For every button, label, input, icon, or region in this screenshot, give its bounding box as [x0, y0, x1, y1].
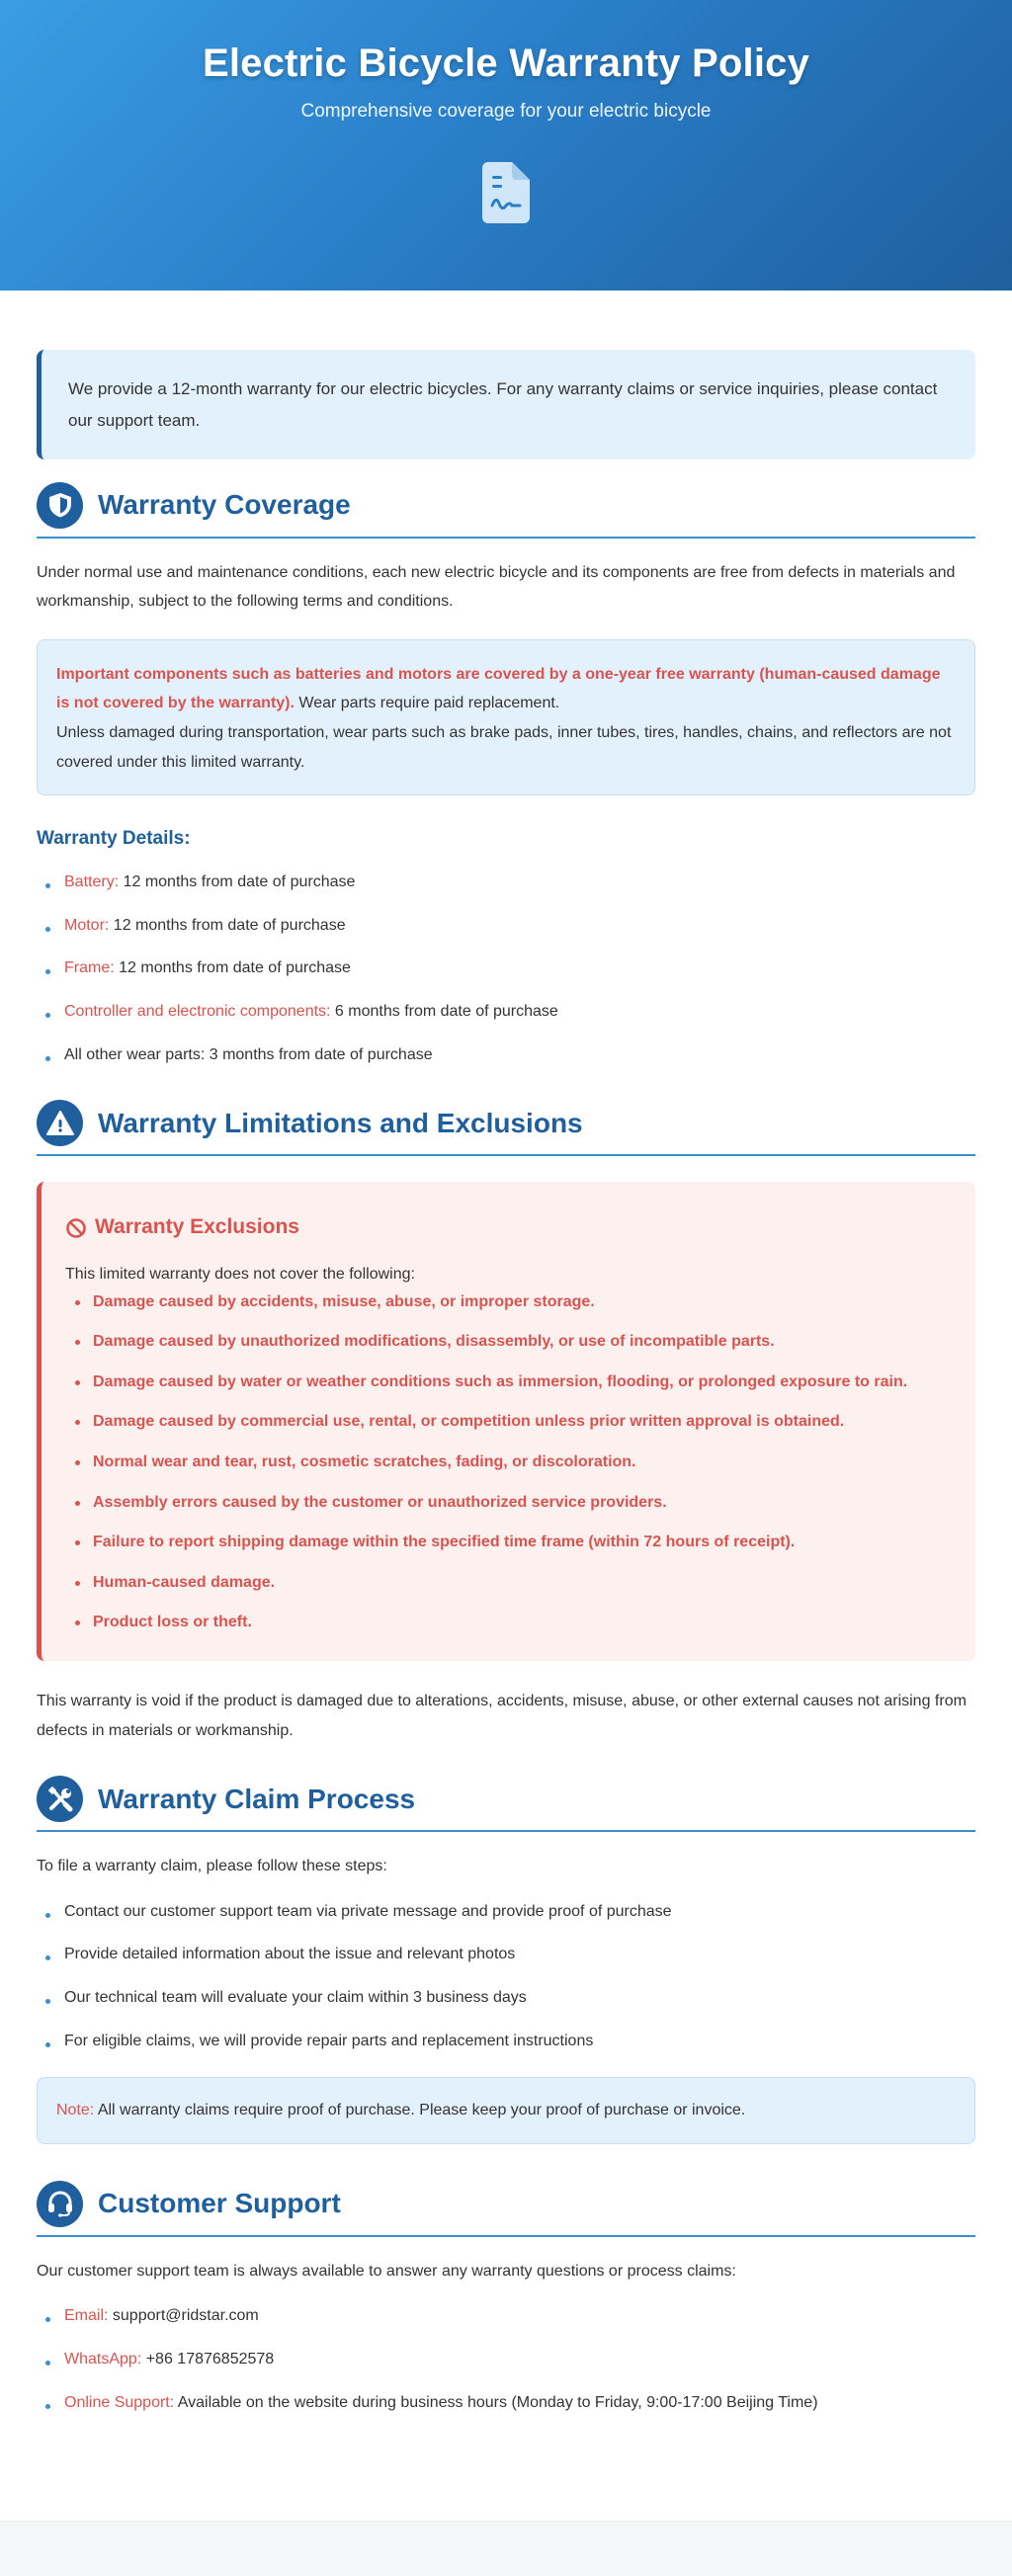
detail-text: 6 months from date of purchase — [330, 1003, 558, 1021]
detail-label: Battery: — [64, 873, 120, 891]
list-item: Damage caused by accidents, misuse, abuse, or improper storage. — [65, 1289, 948, 1315]
detail-label: Controller and electronic components: — [64, 1003, 331, 1021]
coverage-highlight — [37, 639, 975, 795]
support-contacts-list — [37, 2303, 975, 2415]
page-footer — [0, 2521, 1012, 2576]
detail-text: 12 months from date of purchase — [114, 959, 351, 977]
limitations-title: Warranty Limitations and Exclusions — [98, 1107, 583, 1138]
main-content — [0, 291, 1012, 2415]
list-item: Damage caused by water or weather conditions such as immersion, flooding, or prolonged exposure to rain. — [65, 1370, 948, 1395]
list-item: Normal wear and tear, rust, cosmetic scratches, fading, or discoloration. — [65, 1450, 948, 1475]
warning-icon — [37, 1100, 83, 1146]
exclusions-header — [65, 1208, 948, 1247]
detail-text: All other wear parts: 3 months from date of purchase — [64, 1045, 433, 1063]
support-title: Customer Support — [98, 2188, 341, 2219]
support-intro: Our customer support team is always available to answer any warranty questions or process claims: — [37, 2262, 736, 2280]
tools-icon — [37, 1776, 83, 1822]
list-item: Damage caused by commercial use, rental, or competition unless prior written approval is obtained. — [65, 1409, 948, 1435]
list-item — [37, 956, 975, 981]
list-item — [37, 870, 975, 895]
exclusions-box — [37, 1182, 975, 1661]
contact-label: Online Support: — [64, 2393, 175, 2411]
page-title: Electric Bicycle Warranty Policy — [202, 42, 810, 85]
detail-text: 12 months from date of purchase — [119, 873, 356, 891]
contact-label: Email: — [64, 2307, 109, 2325]
coverage-highlight-line2: Unless damaged during transportation, wear parts such as brake pads, inner tubes, tires, handles, chains, and reflectors are not covered under this limited warranty. — [56, 723, 952, 771]
warranty-details-title: Warranty Details: — [37, 828, 191, 850]
coverage-highlight-rest: Wear parts require paid replacement. — [294, 695, 560, 712]
detail-label: Motor: — [64, 916, 110, 934]
claim-note — [37, 2077, 975, 2144]
coverage-header — [37, 482, 975, 539]
claim-header — [37, 1776, 975, 1832]
page-subtitle: Comprehensive coverage for your electric bicycle — [300, 101, 712, 122]
list-item — [37, 913, 975, 939]
list-item — [37, 1042, 975, 1068]
note-text: All warranty claims require proof of purchase. Please keep your proof of purchase or invoice. — [94, 2102, 746, 2119]
list-item: Our technical team will evaluate your claim within 3 business days — [37, 1985, 975, 2011]
whatsapp-number: +86 17876852578 — [141, 2350, 275, 2368]
list-item: Product loss or theft. — [65, 1610, 948, 1635]
page-header — [0, 0, 1012, 291]
claim-section — [37, 1776, 975, 2144]
document-icon — [482, 162, 530, 223]
list-item — [37, 999, 975, 1025]
prohibited-icon — [65, 1217, 87, 1239]
coverage-title: Warranty Coverage — [98, 488, 351, 520]
support-header — [37, 2181, 975, 2237]
list-item: Damage caused by unauthorized modifications, disassembly, or use of incompatible parts. — [65, 1329, 948, 1355]
exclusions-intro: This limited warranty does not cover the following: — [65, 1266, 415, 1284]
void-paragraph: This warranty is void if the product is damaged due to alterations, accidents, misuse, abuse, or other external causes not arising from defects in materials or workmanship. — [37, 1693, 967, 1739]
detail-label: Frame: — [64, 959, 115, 977]
coverage-section — [37, 482, 975, 1068]
intro-notice: We provide a 12-month warranty for our electric bicycles. For any warranty claims or service inquiries, please contact our support team. — [37, 350, 975, 459]
email-link[interactable]: support@ridstar.com — [108, 2307, 259, 2325]
shield-icon — [37, 482, 83, 529]
claim-intro: To file a warranty claim, please follow these steps: — [37, 1858, 387, 1875]
list-item — [37, 2390, 975, 2416]
coverage-paragraph: Under normal use and maintenance conditions, each new electric bicycle and its components are free from defects in materials and workmanship, subject to the following terms and conditions. — [37, 563, 956, 611]
exclusions-title: Warranty Exclusions — [95, 1215, 299, 1239]
coverage-highlight-important: Important components such as batteries and motors are covered by a one-year free warranty (human-caused damage is not covered by the warranty). — [56, 665, 941, 712]
list-item — [37, 2347, 975, 2372]
headset-icon — [37, 2181, 83, 2227]
contact-label: WhatsApp: — [64, 2350, 142, 2368]
detail-text: 12 months from date of purchase — [109, 916, 346, 934]
list-item: For eligible claims, we will provide repair parts and replacement instructions — [37, 2029, 975, 2054]
list-item — [37, 2303, 975, 2329]
support-section — [37, 2181, 975, 2415]
claim-steps-list — [37, 1899, 975, 2053]
claim-title: Warranty Claim Process — [98, 1783, 416, 1814]
exclusions-list — [65, 1289, 948, 1635]
list-item: Provide detailed information about the issue and relevant photos — [37, 1942, 975, 1967]
online-support-text: Available on the website during business hours (Monday to Friday, 9:00-17:00 Beijing Time) — [174, 2393, 818, 2411]
warranty-details-list — [37, 870, 975, 1067]
list-item: Assembly errors caused by the customer or unauthorized service providers. — [65, 1490, 948, 1516]
list-item: Failure to report shipping damage within the specified time frame (within 72 hours of receipt). — [65, 1530, 948, 1555]
list-item: Human-caused damage. — [65, 1570, 948, 1596]
note-label: Note: — [56, 2102, 95, 2119]
limitations-header — [37, 1100, 975, 1156]
limitations-section — [37, 1100, 975, 1745]
list-item: Contact our customer support team via private message and provide proof of purchase — [37, 1899, 975, 1925]
